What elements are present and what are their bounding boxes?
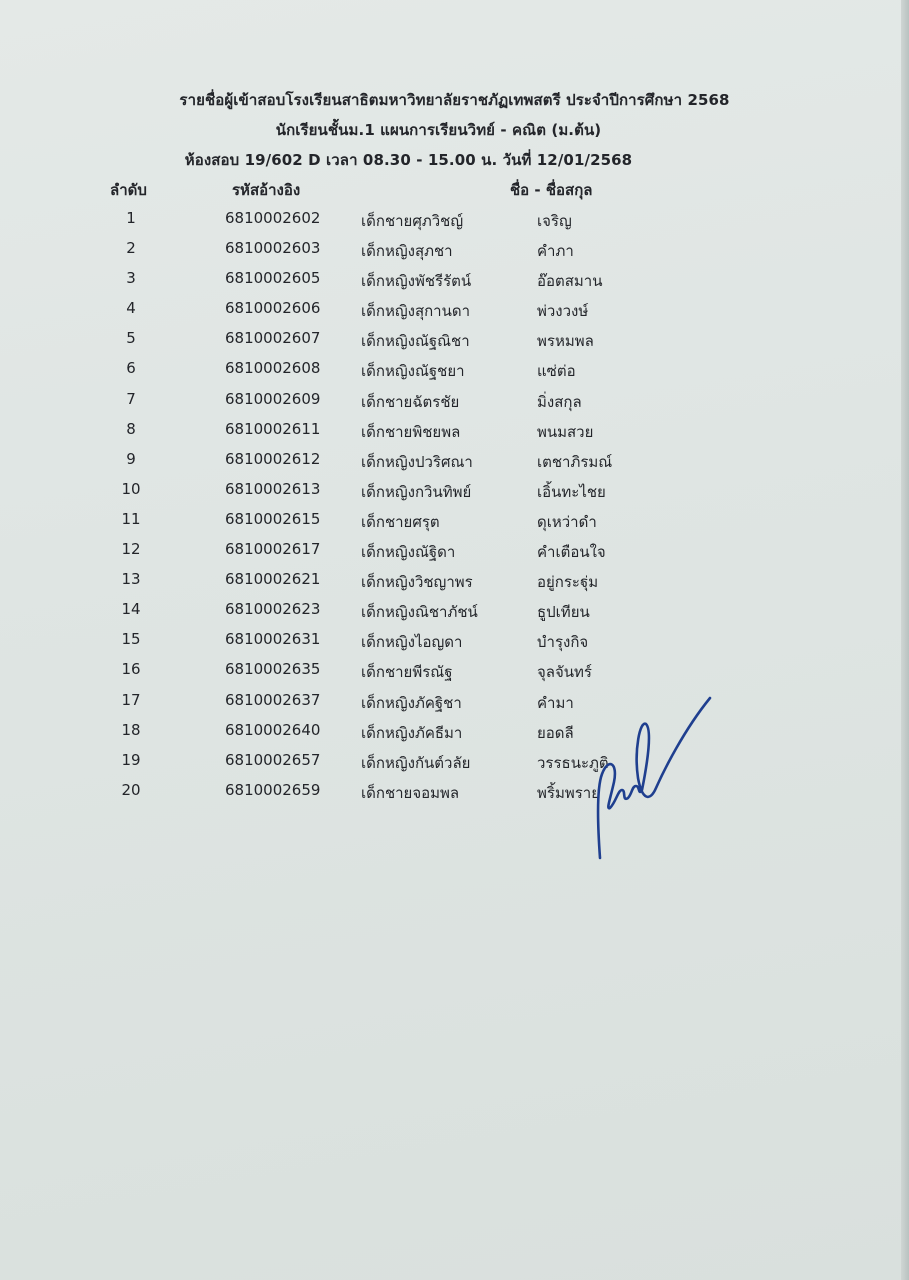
row-last-name: อยู่กระฐุ่ม [537,573,599,592]
table-row [0,235,909,265]
table-row [0,656,909,686]
row-first-name: เด็กหญิงณัฐิดา [361,543,456,562]
row-number: 11 [121,509,141,528]
row-last-name: พนมสวย [537,422,594,441]
row-reference-code: 6810002617 [225,540,321,559]
table-row [0,295,909,325]
row-first-name: เด็กหญิงวิชญาพร [361,573,473,592]
row-number: 17 [121,690,141,709]
column-header-name: ชื่อ - ชื่อสกุล [510,181,593,199]
row-first-name: เด็กหญิงณัฐณิชา [361,332,470,351]
row-reference-code: 6810002613 [225,479,321,498]
row-last-name: เตชาภิรมณ์ [537,452,613,471]
row-reference-code: 6810002631 [225,630,321,649]
table-row [0,506,909,536]
table-row [0,386,909,416]
row-last-name: อ๊อตสมาน [537,272,603,291]
row-reference-code: 6810002657 [225,750,321,769]
table-row [0,566,909,596]
row-first-name: เด็กหญิงไอญดา [361,633,463,652]
row-first-name: เด็กหญิงภัคธีมา [361,723,463,742]
table-row [0,777,909,807]
row-last-name: จุลจันทร์ [537,663,592,682]
table-row [0,687,909,717]
table-row [0,747,909,777]
row-first-name: เด็กชายพิชยพล [361,422,461,441]
row-first-name: เด็กชายพีรณัฐ [361,663,453,682]
row-reference-code: 6810002637 [225,690,321,709]
row-last-name: คำเตือนใจ [537,543,606,562]
row-first-name: เด็กหญิงกันต์วลัย [361,753,471,772]
row-first-name: เด็กชายฉัตรชัย [361,392,460,411]
row-number: 15 [121,630,141,649]
row-reference-code: 6810002635 [225,660,321,679]
row-first-name: เด็กชายจอมพล [361,783,460,802]
table-row [0,355,909,385]
row-last-name: ดุเหว่าดำ [537,512,597,531]
row-number: 2 [126,239,136,258]
column-header-order: ลำดับ [110,181,147,199]
row-first-name: เด็กหญิงณัฐชยา [361,362,465,381]
row-last-name: เอิ้นทะไชย [537,482,606,501]
column-header-code: รหัสอ้างอิง [232,181,301,199]
row-reference-code: 6810002603 [225,239,321,258]
row-first-name: เด็กชายศุภวิชญ์ [361,212,464,230]
row-last-name: มิ่งสกุล [537,392,582,411]
row-last-name: ยอดลี [537,723,574,742]
table-row [0,596,909,626]
row-reference-code: 6810002606 [225,299,321,318]
table-row [0,205,909,235]
row-number: 5 [126,329,136,348]
row-last-name: เจริญ [537,212,572,230]
row-number: 6 [126,359,136,378]
row-number: 19 [121,750,141,769]
row-last-name: บำรุงกิจ [537,633,589,652]
row-reference-code: 6810002623 [225,600,321,619]
row-reference-code: 6810002605 [225,269,321,288]
table-row [0,626,909,656]
row-number: 14 [121,600,141,619]
row-reference-code: 6810002607 [225,329,321,348]
row-first-name: เด็กชายศรุต [361,512,440,531]
row-number: 4 [126,299,136,318]
row-reference-code: 6810002608 [225,359,321,378]
table-row [0,717,909,747]
row-reference-code: 6810002659 [225,780,321,799]
row-first-name: เด็กหญิงภัคฐิชา [361,693,462,712]
row-first-name: เด็กหญิงสุภชา [361,242,453,261]
row-reference-code: 6810002609 [225,389,321,408]
row-number: 9 [126,449,136,468]
row-number: 7 [126,389,136,408]
row-first-name: เด็กหญิงณิชาภัชน์ [361,603,478,622]
row-last-name: พริ้มพราย [537,783,600,802]
table-row [0,446,909,476]
table-row [0,265,909,295]
row-reference-code: 6810002621 [225,570,321,589]
row-first-name: เด็กหญิงพัชรีรัตน์ [361,272,472,291]
row-number: 8 [126,419,136,438]
table-row [0,416,909,446]
row-last-name: คำภา [537,242,574,261]
table-row [0,325,909,355]
row-last-name: ธูปเทียน [537,603,590,622]
row-number: 1 [126,209,136,227]
row-number: 16 [121,660,141,679]
row-first-name: เด็กหญิงปวริศณา [361,452,473,471]
row-last-name: คำมา [537,693,574,712]
row-number: 13 [121,570,141,589]
row-reference-code: 6810002612 [225,449,321,468]
row-number: 18 [121,720,141,739]
row-number: 3 [126,269,136,288]
row-last-name: วรรธนะภูติ [537,753,609,772]
student-list [0,205,909,807]
row-reference-code: 6810002640 [225,720,321,739]
row-number: 10 [121,479,141,498]
row-number: 20 [121,780,141,799]
row-last-name: พรหมพล [537,332,594,351]
row-first-name: เด็กหญิงกวินทิพย์ [361,482,472,501]
table-row [0,476,909,506]
signature-mark [588,690,718,865]
row-reference-code: 6810002611 [225,419,321,438]
row-reference-code: 6810002615 [225,509,321,528]
table-row [0,536,909,566]
row-reference-code: 6810002602 [225,209,321,227]
row-number: 12 [121,540,141,559]
document-title: รายชื่อผู้เข้าสอบโรงเรียนสาธิตมหาวิทยาลัยราชภัฏเทพสตรี ประจำปีการศึกษา 2568 [179,91,730,109]
row-last-name: แซ่ต่อ [537,362,576,381]
document-subtitle-class: นักเรียนชั้นม.1 แผนการเรียนวิทย์ - คณิต (ม.ต้น) [275,121,602,139]
row-first-name: เด็กหญิงสุกานดา [361,302,471,321]
row-last-name: พ่วงวงษ์ [537,302,589,321]
document-subtitle-room: ห้องสอบ 19/602 D เวลา 08.30 - 15.00 น. วันที่ 12/01/2568 [184,151,633,169]
